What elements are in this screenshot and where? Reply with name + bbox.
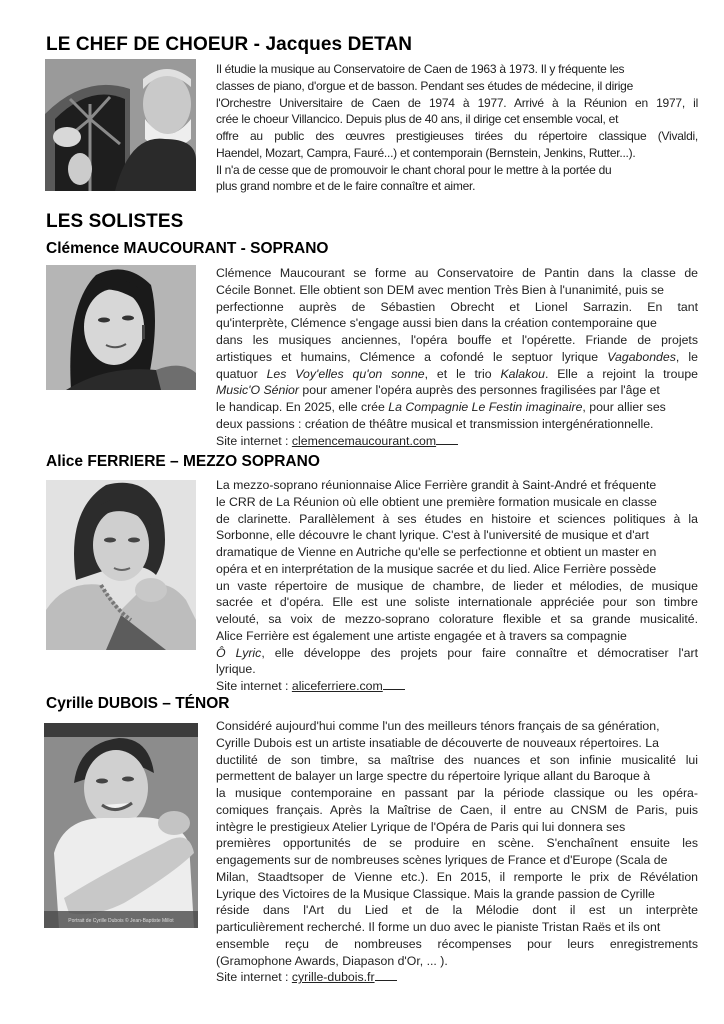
- clemence-bio-line: deux passions : création de théâtre musical et transmission intergénérationnelle.: [216, 416, 654, 431]
- alice-photo: [46, 480, 196, 650]
- clemence-bio-line: qu'interprète, Clémence s'engage aussi bien dans la création contemporaine que: [216, 316, 657, 331]
- alice-site-link[interactable]: aliceferriere.com: [291, 679, 383, 693]
- cyrille-bio-line: premières opportunités de se produire en scène. S'enchaînent ensuite les: [216, 836, 698, 851]
- clemence-site: [216, 433, 698, 450]
- clemence-photo: [46, 265, 196, 390]
- ensemble-name-vagabondes: Vagabondes: [607, 349, 676, 364]
- text: , et le trio: [424, 366, 501, 381]
- site-label: Site internet :: [216, 679, 292, 693]
- alice-bio-line: lyrique.: [216, 662, 256, 677]
- cyrille-photo-caption: Portrait de Cyrille Dubois © Jean-Baptiste Millot: [68, 918, 174, 924]
- cyrille-bio-line: (Gramophone Awards, Diapason d'Or, ... ).: [216, 953, 448, 968]
- alice-bio-line: opéra et en interprétation de la musique sacrée et du lied. Alice Ferrière possède: [216, 561, 657, 576]
- cyrille-bio-line: particulièrement recherché. Il forme un duo avec le pianiste Tristan Raës et ils ont: [216, 920, 661, 934]
- cyrille-bio-line: permettent de balayer un large spectre du répertoire lyrique allant du Baroque à: [216, 769, 651, 784]
- alice-bio-line: velouté, sa voix de mezzo-soprano colorature flexible et sa grande musicalité.: [216, 612, 698, 626]
- cyrille-site: [216, 969, 698, 986]
- cyrille-bio: [216, 718, 698, 986]
- cyrille-photo: [44, 723, 198, 928]
- text: le handicap. En 2025, elle crée: [216, 400, 389, 414]
- cyrille-bio-line: engagements sur de nombreuses scènes lyriques de France et d'Europe (Scala de: [216, 853, 668, 867]
- clemence-bio-line: Cécile Bonnet. Elle obtient son DEM avec mention Très Bien à l'unanimité, puis se: [216, 282, 665, 297]
- cyrille-bio-line: ensemble reçu de nombreuses récompenses pour leurs enregistrements: [216, 936, 698, 951]
- chef-bio-line: l'Orchestre Universitaire de Caen de 1974 à 1977. Arrivé à la Réunion en 1977, il: [216, 95, 698, 110]
- cyrille-bio-line: Lyrique des Victoires de la Musique Classique. Mais la grande passion de Cyrille: [216, 886, 655, 901]
- ensemble-name-voyelles: Les Voy'elles qu'on sonne: [266, 366, 425, 381]
- chef-bio: [216, 61, 698, 195]
- clemence-bio-line: dans les musiques anciennes, l'opéra bouffe et l'opérette. Friande de projets: [216, 333, 698, 347]
- clemence-bio-line: Clémence Maucourant se forme au Conservatoire de Pantin dans la classe de: [216, 266, 698, 280]
- chef-bio-line: Il n'a de cesse que de promouvoir le chant choral pour le mettre à la portée du: [216, 162, 612, 177]
- clemence-site-link[interactable]: clemencemaucourant.com: [291, 433, 437, 448]
- alice-bio-line: [216, 645, 698, 662]
- text: , le: [675, 349, 699, 364]
- solistes-heading: LES SOLISTES: [46, 211, 184, 232]
- text: . Elle a rejoint la troupe: [544, 366, 699, 381]
- chef-bio-line: plus grand nombre et de le faire connaître et aimer.: [216, 179, 476, 194]
- cyrille-bio-line: Cyrille Dubois est un artiste insatiable de découverte de nouveaux répertoires. La: [216, 735, 659, 750]
- cyrille-bio-line: intègre le prestigieux Atelier Lyrique de l'Opéra de Paris qui lui donnera ses: [216, 819, 626, 834]
- underline-tail: [383, 678, 405, 690]
- clemence-photo-image: [46, 265, 196, 390]
- cyrille-photo-image: [44, 723, 198, 928]
- compagnie-name: Ô Lyric: [216, 645, 262, 660]
- cyrille-bio-line: comiques français. Après la Maîtrise de Caen, il entre au CNSM de Paris, puis: [216, 802, 698, 817]
- alice-site: [216, 678, 698, 695]
- alice-heading: Alice FERRIERE – MEZZO SOPRANO: [46, 453, 320, 470]
- text: , elle développe des projets pour faire connaître et démocratiser l'art: [261, 645, 698, 660]
- text: artistiques et humains, Clémence a cofondé le septuor lyrique: [216, 349, 608, 364]
- alice-bio-line: Sorbonne, elle découvre le chant lyrique. C'est à l'université de musique et d'art: [216, 528, 649, 543]
- cyrille-bio-line: réside dans l'Art du Lied et de la Mélodie dont il est un interprète: [216, 903, 698, 918]
- site-label: Site internet :: [216, 433, 292, 448]
- alice-photo-image: [46, 480, 196, 650]
- alice-bio-line: dramatique de Vienne en Autriche qu'elle se perfectionne et obtient un master en: [216, 545, 657, 559]
- underline-tail: [375, 969, 397, 981]
- chef-bio-line: classes de piano, d'orgue et de basson. Pendant ses études de médecine, il dirige: [216, 78, 633, 93]
- alice-bio-line: La mezzo-soprano réunionnaise Alice Ferrière grandit à Saint-André et fréquente: [216, 478, 657, 492]
- chef-bio-line: Haendel, Mozart, Campra, Fauré...) et contemporain (Bernstein, Jenkins, Rutter...).: [216, 145, 636, 160]
- clemence-bio: [216, 265, 698, 449]
- ensemble-name-kalakou: Kalakou: [500, 366, 545, 381]
- text: pour amener l'opéra auprès des personnes fragilisées par l'âge et: [299, 383, 660, 398]
- clemence-bio-line: [216, 382, 698, 399]
- alice-bio-line: le CRR de La Réunion où elle obtient une première formation musicale en classe: [216, 494, 657, 509]
- clemence-bio-line: [216, 366, 698, 383]
- chef-heading: LE CHEF DE CHOEUR - Jacques DETAN: [46, 34, 413, 55]
- cyrille-site-link[interactable]: cyrille-dubois.fr: [291, 970, 375, 985]
- text: , pour allier ses: [582, 400, 666, 414]
- alice-bio-line: sacrée et d'opéra. Elle est une soliste internationale appréciée pour son timbre: [216, 595, 698, 610]
- chef-photo-image: [45, 59, 196, 191]
- cyrille-heading: Cyrille DUBOIS – TÉNOR: [46, 695, 230, 712]
- chef-bio-line: offre au public des œuvres prestigieuses tirées du répertoire classique (Vivaldi,: [216, 129, 698, 143]
- underline-tail: [436, 433, 458, 445]
- cyrille-bio-line: la musique contemporaine en passant par la période classique ou les opéra-: [216, 786, 698, 800]
- alice-bio-line: un vaste répertoire de musique de chambre, de lieder et mélodies, de musique: [216, 578, 698, 593]
- site-label: Site internet :: [216, 970, 292, 985]
- cyrille-bio-line: Milan, Staadtsoper de Vienne etc.). En 2015, il remporte le prix de Révélation: [216, 869, 698, 884]
- chef-photo: [45, 59, 196, 191]
- compagnie-name: La Compagnie Le Festin imaginaire: [388, 400, 583, 414]
- cyrille-bio-line: ductilité de son timbre, sa maîtrise des nuances et son infinie musicalité lui: [216, 752, 698, 767]
- alice-bio: [216, 477, 698, 695]
- chef-bio-line: Il étudie la musique au Conservatoire de Caen de 1963 à 1973. Il y fréquente les: [216, 62, 625, 76]
- troupe-name: Music'O Sénior: [216, 383, 299, 398]
- text: quatuor: [216, 366, 267, 381]
- clemence-bio-line: perfectionne auprès de Sébastien Obrecht et Lionel Sarrazin. En tant: [216, 299, 698, 314]
- clemence-bio-line: [216, 399, 698, 416]
- clemence-bio-line: [216, 349, 698, 366]
- alice-bio-line: de clarinette. Parallèlement à ses études en histoire et sciences politiques à la: [216, 511, 698, 526]
- chef-bio-line: crée le choeur Villancico. Depuis plus de 40 ans, il dirige cet ensemble vocal, et: [216, 112, 619, 127]
- cyrille-bio-line: Considéré aujourd'hui comme l'un des meilleurs ténors français de sa génération,: [216, 719, 660, 733]
- clemence-heading: Clémence MAUCOURANT - SOPRANO: [46, 240, 329, 257]
- alice-bio-line: Alice Ferrière est également une artiste engagée et à travers sa compagnie: [216, 628, 627, 643]
